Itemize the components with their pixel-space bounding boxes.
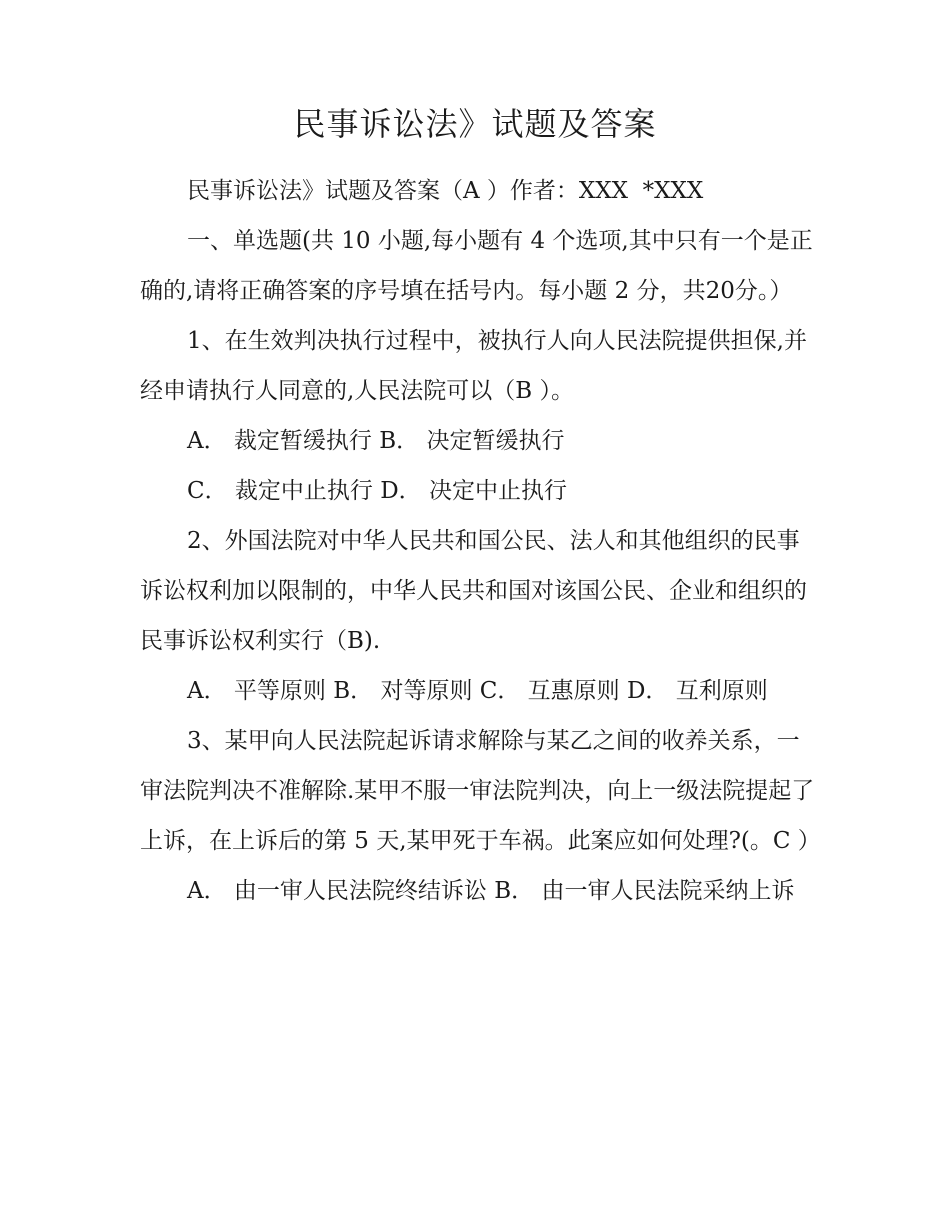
question-1: 1、在生效判决执行过程中，被执行人向人民法院提供担保,并经申请执行人同意的,人民法院可以（B ）。 xyxy=(140,328,807,404)
document-title: 民事诉讼法》试题及答案 xyxy=(293,105,657,143)
section-instructions: 一、单选题(共 10 小题,每小题有 4 个选项,其中只有一个是正确的,请将正确答案的序号填在括号内。每小题 2 分，共20分。） xyxy=(140,228,813,304)
question-2-options: A． 平等原则 B． 对等原则 C． 互惠原则 D． 互利原则 xyxy=(187,678,768,704)
question-1-options-ab: A． 裁定暂缓执行 B． 决定暂缓执行 xyxy=(187,428,565,454)
question-3-options-ab: A． 由一审人民法院终结诉讼 B． 由一审人民法院采纳上诉 xyxy=(187,878,795,904)
document-body xyxy=(140,166,820,916)
question-1-options-cd: C． 裁定中止执行 D． 决定中止执行 xyxy=(187,478,567,504)
question-3: 3、某甲向人民法院起诉请求解除与某乙之间的收养关系，一审法院判决不准解除.某甲不服一审法院判决，向上一级法院提起了上诉，在上诉后的第 5 天,某甲死于车祸。此案应如何处理?(。C ） xyxy=(140,728,821,854)
question-2: 2、外国法院对中华人民共和国公民、法人和其他组织的民事诉讼权利加以限制的，中华人民共和国对该国公民、企业和组织的民事诉讼权利实行（B). xyxy=(140,528,807,654)
author-line: 民事诉讼法》试题及答案（A ）作者：XXX *XXX xyxy=(187,178,704,204)
